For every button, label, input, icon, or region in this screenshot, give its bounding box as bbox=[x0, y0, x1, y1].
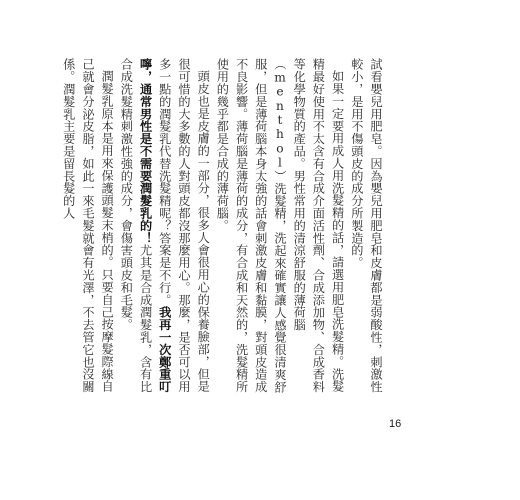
paragraph-2-text: 如果一定要用成人用洗髮精的話，請選用肥皂洗髮精。洗髮精最好使用不太含有合成介面活性劑、合成添加物、合成香料等化學物質的產品。男性常用的清涼舒服的薄荷腦（menthol）洗髮精，洗起來確實讓人感覺很清爽舒服，但是薄荷腦本身太強的話會刺激皮膚和黏膜，對頭皮造成不良影響。薄荷腦是薄荷的成分，有合成和天然的，洗髮精所使用的幾乎都是合成的薄荷腦。 bbox=[215, 58, 345, 393]
vertical-text-body bbox=[61, 58, 385, 403]
paragraph-1-text: 試看嬰兒用肥皂。因為嬰兒用肥皂和皮膚都是弱酸性，刺激性較小，是用不傷頭皮的成分所製造的。 bbox=[349, 58, 383, 393]
paragraph-4-text: 潤髮乳原本是用來保護頭髮末梢的。只要自己按摩髮際線自己就會分泌皮脂，如此一來毛髮就會有光澤，不去管它也沒關係。潤髮乳主要是留長髮的人 bbox=[61, 58, 115, 393]
paragraph-3-text-after: 尤其是合成潤髮乳，含有比合成洗髮精刺激性強的成分，會傷害頭皮和毛髮。 bbox=[119, 58, 153, 393]
page-number: 16 bbox=[389, 418, 402, 430]
paragraph-3 bbox=[116, 58, 212, 403]
paragraph-4 bbox=[59, 58, 117, 403]
paragraph-1 bbox=[347, 58, 385, 403]
paragraph-2 bbox=[212, 58, 346, 403]
paragraph-3-emphasis: 我再一次鄭重叮嚀，通常男性是不需要潤髮乳的！ bbox=[138, 58, 172, 393]
paragraph-3-text-before: 頭皮也是皮膚的一部分，很多人會很用心的保養臉部，但是很可惜的大多數的人對頭皮都沒那麼用心。那麼，是否可以用多一點的潤髮乳代替洗髮精呢？答案是不行。 bbox=[157, 58, 211, 393]
